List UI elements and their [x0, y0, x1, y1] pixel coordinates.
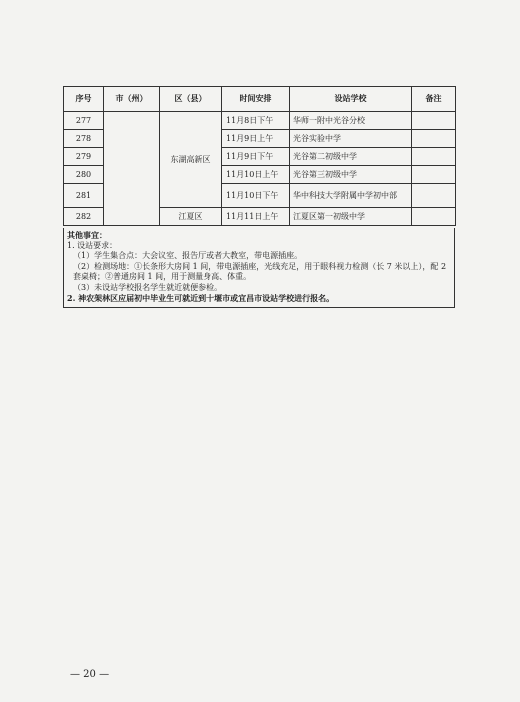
cell-time: 11月11日上午 [222, 208, 290, 226]
cell-remark [412, 166, 456, 184]
cell-no: 282 [64, 208, 104, 226]
cell-school: 光谷第二初级中学 [290, 148, 412, 166]
notes-section [63, 228, 455, 308]
cell-district: 东湖高新区 [160, 112, 222, 208]
cell-no: 281 [64, 184, 104, 208]
cell-school: 光谷实验中学 [290, 130, 412, 148]
cell-school: 华师一附中光谷分校 [290, 112, 412, 130]
cell-school: 江夏区第一初级中学 [290, 208, 412, 226]
cell-remark [412, 208, 456, 226]
header-school: 设站学校 [290, 87, 412, 112]
table-header-row [64, 87, 456, 112]
cell-time: 11月8日下午 [222, 112, 290, 130]
header-district: 区（县） [160, 87, 222, 112]
cell-remark [412, 112, 456, 130]
cell-city [104, 112, 160, 226]
page-number: — 20 — [70, 669, 110, 680]
notes-item-1: 1. 设站要求： [67, 240, 118, 250]
cell-time: 11月9日下午 [222, 148, 290, 166]
header-remark: 备注 [412, 87, 456, 112]
header-time: 时间安排 [222, 87, 290, 112]
schedule-table [63, 86, 456, 226]
cell-time: 11月9日上午 [222, 130, 290, 148]
cell-remark [412, 148, 456, 166]
cell-no: 278 [64, 130, 104, 148]
cell-time: 11月10日上午 [222, 166, 290, 184]
notes-item-1b: （2）检测场地：①长条形大房间 1 间，带电源插座，光线充足，用于眼科视力检测（长 7 米以上），配 2 套桌椅；②普通房间 1 间，用于测量身高、体重。 [73, 261, 447, 281]
cell-time: 11月10日下午 [222, 184, 290, 208]
cell-school: 华中科技大学附属中学初中部 [290, 184, 412, 208]
header-no: 序号 [64, 87, 104, 112]
cell-district: 江夏区 [160, 208, 222, 226]
cell-remark [412, 184, 456, 208]
notes-item-1a: （1）学生集合点：大会议室、报告厅或者大教室，带电源插座。 [73, 251, 303, 260]
cell-school: 光谷第三初级中学 [290, 166, 412, 184]
table-row [64, 112, 456, 130]
header-city: 市（州） [104, 87, 160, 112]
notes-item-1c: （3）未设站学校报名学生就近就便参检。 [73, 282, 223, 292]
cell-remark [412, 130, 456, 148]
cell-no: 279 [64, 148, 104, 166]
cell-no: 280 [64, 166, 104, 184]
notes-heading: 其他事宜： [67, 230, 107, 240]
notes-item-2: 2. 神农架林区应届初中毕业生可就近到十堰市或宜昌市设站学校进行报名。 [67, 293, 335, 303]
cell-no: 277 [64, 112, 104, 130]
